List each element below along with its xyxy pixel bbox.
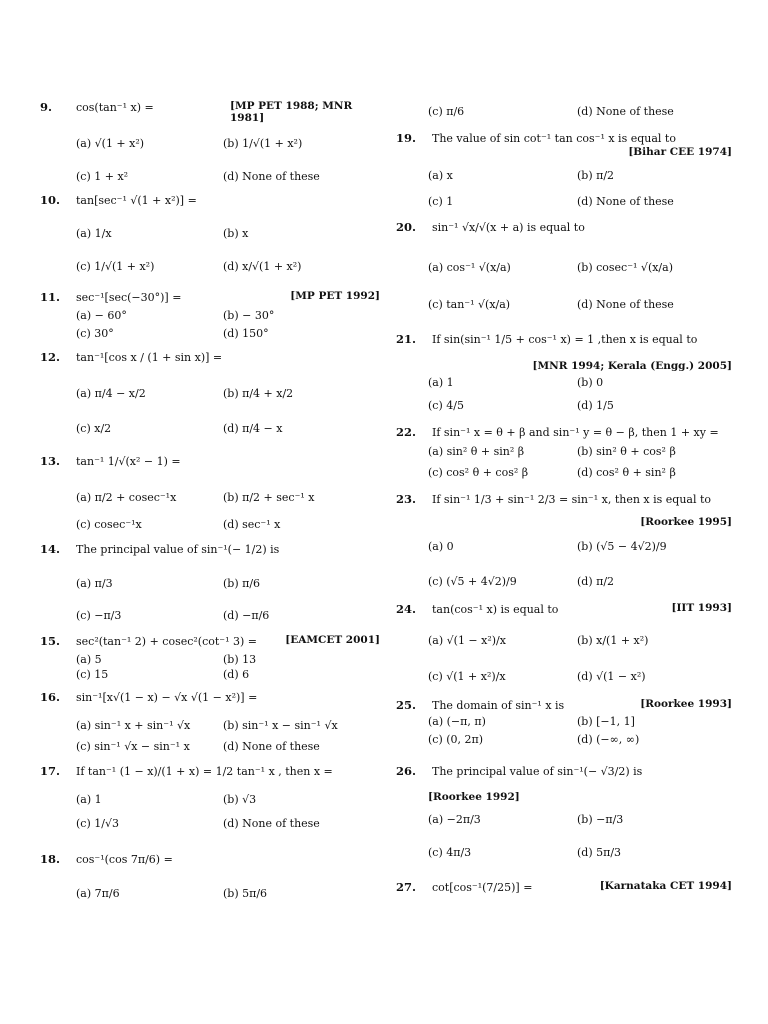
question-stem: The principal value of sin⁻¹(− 1/2) is [76, 543, 280, 556]
question-number: 22. [396, 425, 417, 439]
option-b[interactable]: (b) − 30° [223, 309, 275, 322]
question-stem: If sin(sin⁻¹ 1/5 + cos⁻¹ x) = 1 ,then x is equal to [432, 333, 698, 346]
option-b[interactable]: (b) (√5 − 4√2)/9 [577, 540, 667, 553]
option-a[interactable]: (a) x [428, 169, 453, 182]
question-stem: The domain of sin⁻¹ x is [432, 699, 565, 712]
option-c[interactable]: (c) cosec⁻¹x [76, 518, 142, 531]
option-c[interactable]: (c) 1 [428, 195, 454, 208]
option-d[interactable]: (d) None of these [223, 170, 320, 183]
option-b[interactable]: (b) 0 [577, 376, 604, 389]
question-number: 9. [40, 100, 53, 114]
question-source: [IIT 1993] [671, 602, 732, 614]
question-number: 12. [40, 350, 61, 364]
option-c[interactable]: (c) 1 + x² [76, 170, 129, 183]
option-d[interactable]: (d) x/√(1 + x²) [223, 260, 302, 273]
question-source: [Roorkee 1993] [640, 698, 732, 710]
question-stem: sin⁻¹ √x/√(x + a) is equal to [432, 221, 585, 234]
question-source: [MNR 1994; Kerala (Engg.) 2005] [532, 360, 732, 372]
option-a[interactable]: (a) 1 [428, 376, 454, 389]
option-c[interactable]: (c) 1/√(1 + x²) [76, 260, 155, 273]
question-number: 26. [396, 764, 417, 778]
question-number: 11. [40, 290, 61, 304]
option-d[interactable]: (d) (−∞, ∞) [577, 733, 640, 746]
option-b[interactable]: (b) π/6 [223, 577, 261, 590]
question-stem: sec²(tan⁻¹ 2) + cosec²(cot⁻¹ 3) = [76, 635, 258, 648]
option-b[interactable]: (b) π/2 + sec⁻¹ x [223, 491, 315, 504]
question-source: [EAMCET 2001] [285, 634, 380, 646]
option-b[interactable]: (b) [−1, 1] [577, 715, 635, 728]
option-c[interactable]: (c) π/6 [428, 105, 465, 118]
option-a[interactable]: (a) π/3 [76, 577, 113, 590]
question-number: 15. [40, 634, 61, 648]
question-stem: tan⁻¹[cos x / (1 + sin x)] = [76, 351, 223, 364]
question-source: [MP PET 1988; MNR 1981] [230, 100, 353, 124]
option-b[interactable]: (b) 1/√(1 + x²) [223, 137, 303, 150]
question-number: 10. [40, 193, 61, 207]
option-a[interactable]: (a) −2π/3 [428, 813, 481, 826]
question-stem: sin⁻¹[x√(1 − x) − √x √(1 − x²)] = [76, 691, 258, 704]
question-number: 17. [40, 764, 61, 778]
question-number: 14. [40, 542, 61, 556]
option-d[interactable]: (d) 5π/3 [577, 846, 622, 859]
option-b[interactable]: (b) −π/3 [577, 813, 624, 826]
question-stem: cos(tan⁻¹ x) = [76, 101, 154, 114]
question-number: 21. [396, 332, 417, 346]
option-c[interactable]: (c) cos² θ + cos² β [428, 466, 529, 479]
option-d[interactable]: (d) 6 [223, 668, 250, 681]
question-source: [Roorkee 1992] [428, 791, 520, 803]
option-a[interactable]: (a) sin² θ + sin² β [428, 445, 525, 458]
question-stem: If tan⁻¹ (1 − x)/(1 + x) = 1/2 tan⁻¹ x , then x = [76, 765, 333, 778]
option-b[interactable]: (b) sin² θ + cos² β [577, 445, 676, 458]
option-d[interactable]: (d) None of these [223, 740, 320, 753]
option-c[interactable]: (c) sin⁻¹ √x − sin⁻¹ x [76, 740, 190, 753]
option-a[interactable]: (a) cos⁻¹ √(x/a) [428, 261, 511, 274]
option-a[interactable]: (a) π/2 + cosec⁻¹x [76, 491, 177, 504]
option-b[interactable]: (b) x/(1 + x²) [577, 634, 649, 647]
question-number: 16. [40, 690, 61, 704]
question-stem: sec⁻¹[sec(−30°)] = [76, 291, 182, 304]
option-c[interactable]: (c) 15 [76, 668, 109, 681]
option-b[interactable]: (b) √3 [223, 793, 257, 806]
option-d[interactable]: (d) None of these [577, 298, 674, 311]
option-b[interactable]: (b) cosec⁻¹ √(x/a) [577, 261, 673, 274]
option-d[interactable]: (d) π/2 [577, 575, 615, 588]
question-stem: The value of sin cot⁻¹ tan cos⁻¹ x is equal to [432, 132, 676, 145]
option-b[interactable]: (b) π/2 [577, 169, 615, 182]
option-a[interactable]: (a) 0 [428, 540, 454, 553]
question-source: [MP PET 1992] [290, 290, 380, 302]
option-a[interactable]: (a) √(1 − x²)/x [428, 634, 506, 647]
option-a[interactable]: (a) √(1 + x²) [76, 137, 145, 150]
option-a[interactable]: (a) π/4 − x/2 [76, 387, 146, 400]
question-number: 27. [396, 880, 417, 894]
question-source: [Karnataka CET 1994] [599, 880, 732, 892]
option-d[interactable]: (d) 1/5 [577, 399, 614, 412]
question-stem: tan[sec⁻¹ √(1 + x²)] = [76, 194, 197, 207]
question-stem: If sin⁻¹ 1/3 + sin⁻¹ 2/3 = sin⁻¹ x, then x is equal to [432, 493, 712, 506]
option-d[interactable]: (d) √(1 − x²) [577, 670, 646, 683]
option-b[interactable]: (b) π/4 + x/2 [223, 387, 294, 400]
option-c[interactable]: (c) √(1 + x²)/x [428, 670, 506, 683]
option-d[interactable]: (d) sec⁻¹ x [223, 518, 281, 531]
question-stem: cos⁻¹(cos 7π/6) = [76, 853, 173, 866]
question-stem: cot[cos⁻¹(7/25)] = [432, 881, 533, 894]
question-number: 18. [40, 852, 61, 866]
option-d[interactable]: (d) 150° [223, 327, 269, 340]
option-d[interactable]: (d) None of these [577, 195, 674, 208]
question-stem: tan⁻¹ 1/√(x² − 1) = [76, 455, 181, 468]
question-source: [Roorkee 1995] [640, 516, 732, 528]
option-b[interactable]: (b) sin⁻¹ x − sin⁻¹ √x [223, 719, 338, 732]
question-number: 24. [396, 602, 417, 616]
question-source: [Bihar CEE 1974] [628, 146, 732, 158]
question-number: 23. [396, 492, 417, 506]
question-number: 20. [396, 220, 417, 234]
option-c[interactable]: (c) 30° [76, 327, 114, 340]
option-d[interactable]: (d) cos² θ + sin² β [577, 466, 676, 479]
question-stem: tan(cos⁻¹ x) is equal to [432, 603, 559, 616]
option-a[interactable]: (a) 5 [76, 653, 102, 666]
option-c[interactable]: (c) 4/5 [428, 399, 464, 412]
option-a[interactable]: (a) (−π, π) [428, 715, 486, 728]
option-b[interactable]: (b) x [223, 227, 249, 240]
option-c[interactable]: (c) tan⁻¹ √(x/a) [428, 298, 511, 311]
option-c[interactable]: (c) 1/√3 [76, 817, 119, 830]
option-a[interactable]: (a) − 60° [76, 309, 127, 322]
question-number: 25. [396, 698, 417, 712]
option-d[interactable]: (d) None of these [577, 105, 674, 118]
option-c[interactable]: (c) 4π/3 [428, 846, 472, 859]
question-stem: The principal value of sin⁻¹(− √3/2) is [432, 765, 643, 778]
option-a[interactable]: (a) 1 [76, 793, 102, 806]
option-d[interactable]: (d) π/4 − x [223, 422, 283, 435]
option-a[interactable]: (a) sin⁻¹ x + sin⁻¹ √x [76, 719, 191, 732]
option-b[interactable]: (b) 13 [223, 653, 257, 666]
option-c[interactable]: (c) (0, 2π) [428, 733, 484, 746]
question-number: 13. [40, 454, 61, 468]
question-number: 19. [396, 131, 417, 145]
option-d[interactable]: (d) −π/6 [223, 609, 270, 622]
option-a[interactable]: (a) 1/x [76, 227, 112, 240]
option-c[interactable]: (c) (√5 + 4√2)/9 [428, 575, 517, 588]
question-stem: If sin⁻¹ x = θ + β and sin⁻¹ y = θ − β, then 1 + xy = [432, 426, 719, 439]
option-c[interactable]: (c) −π/3 [76, 609, 122, 622]
option-c[interactable]: (c) x/2 [76, 422, 112, 435]
option-d[interactable]: (d) None of these [223, 817, 320, 830]
option-b[interactable]: (b) 5π/6 [223, 887, 268, 900]
option-a[interactable]: (a) 7π/6 [76, 887, 120, 900]
